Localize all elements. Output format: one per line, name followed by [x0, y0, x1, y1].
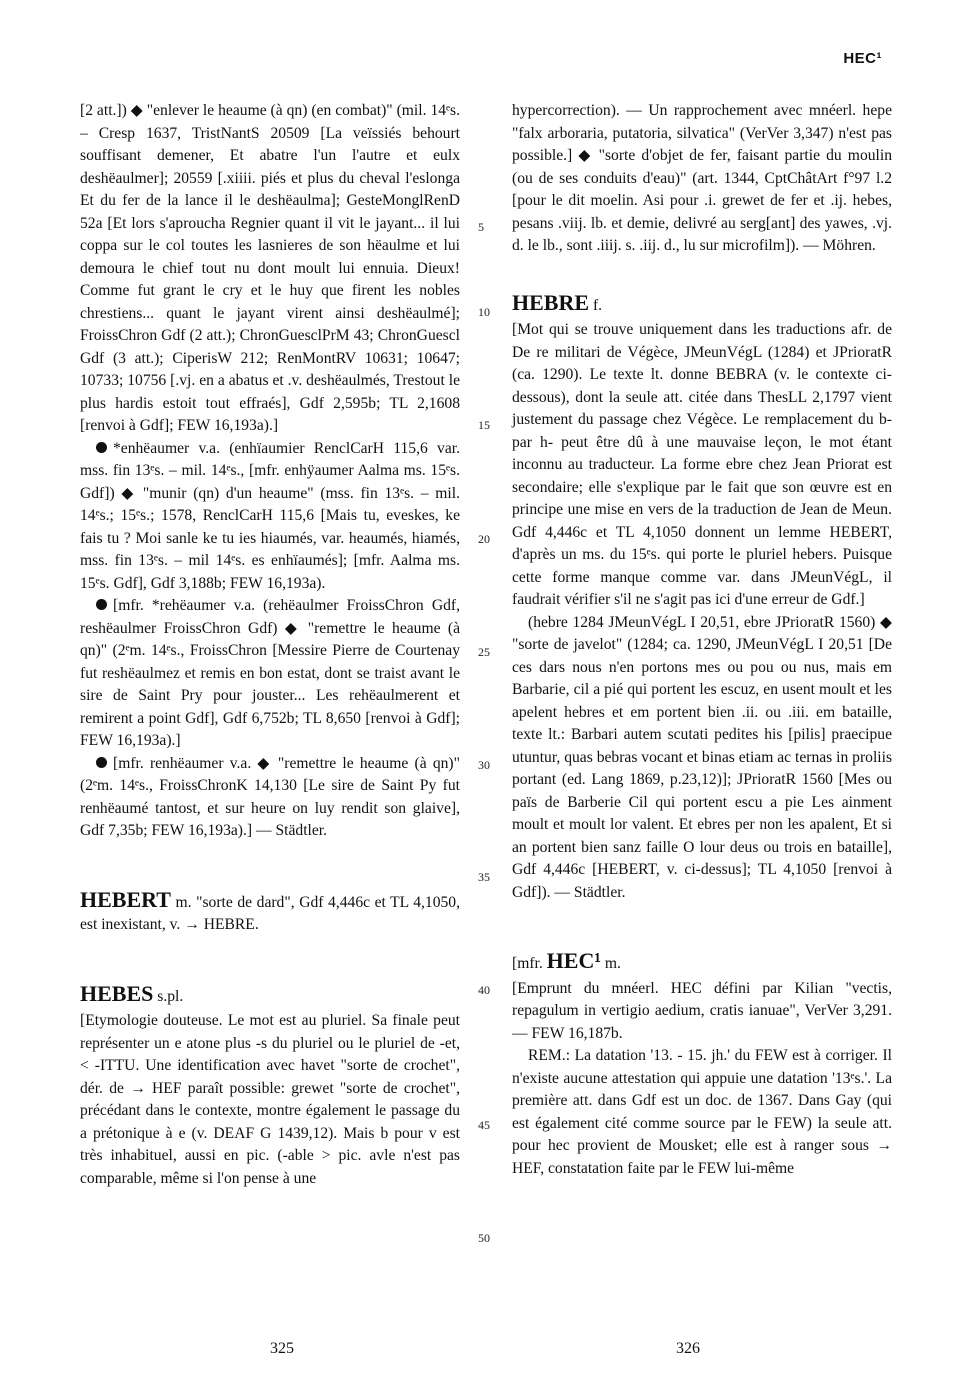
subentry-renheaumer: [mfr. renhëaumer v.a. ◆ "remettre le heaume (à qn)" (2ᵉm. 14ᵉs., FroissChronK 14,130 [Le sire de Saint Py fut renhëaumé tantost, et sur heure on luy rendit son glaive], Gdf 7,35b; FEW 16,193a).] — Städtler.: [80, 754, 460, 839]
left-column: [80, 100, 460, 1190]
paragraph: [2 att.]) ◆ "enlever le heaume (à qn) (en combat)" (mil. 14ᵉs. – Cresp 1637, TristNantS 20509 [La veïssiés behourt souffisant demener, Et abatre l'un l'autre et eulx deshëaulmer]; 20559 [.xiiii. piés et plus du cheval l'eslonga Et du fer de la lance il le deshëaulma]; GesteMonglRenD 52a [Et lors s'aproucha Regnier quant il vit le jayant... il lui coppa sur le col toutes les lasnieres de son hëaulme et lui demoura le chief tout nu dont moult lui ennuia. Dieux! Comme fut grant le cry et le huy que firent les nobles chrestiens... quant le jayant virent ainsi deshëaulmé]; FroissChron Gdf (2 att.); ChronGuesclPrM 43; ChronGuescl Gdf (3 att.); CiperisW 212; RenMontRV 10631; 10647; 10733; 10756 [.vj. en a abatus et .v. deshëaulmés, Trestout le plus hardis estoit tout effraés], Gdf 2,595b; TL 2,1608 [renvoi à Gdf]; FEW 16,193a).]: [80, 102, 460, 434]
entry-head-hebes: [80, 980, 460, 1009]
right-column: [512, 100, 892, 1180]
entry-head-hebre: [512, 289, 892, 318]
line-number: 45: [478, 1118, 490, 1132]
line-number: 15: [478, 418, 490, 432]
entry-hebert: HEBERT m. "sorte de dard", Gdf 4,446c et TL 4,1050, est inexistant, v. → HEBRE.: [80, 886, 460, 933]
remark: REM.: La datation '13. - 15. jh.' du FEW est à corriger. Il n'existe aucune attestation qui appuie une datation '13ᵉs.'. La première att. dans Gdf est un doc. de 1367. Dans Gay (qui est également cité comme source par le FEW) la seule att. pour hec provient de Mousket; elle est à ranger sous → HEF, constatation faite par le FEW lui-même: [512, 1047, 892, 1177]
line-number: 35: [478, 870, 490, 884]
paragraph: [Emprunt du mnéerl. HEC défini par Kilian "vectis, repagulum in vertigio aedium, cratis ianuae", VerVer 3,291. — FEW 16,187b.: [512, 979, 892, 1042]
line-number: 5: [478, 220, 484, 234]
subentry-enheaumer: *enhëaumer v.a. (enhïaumier RenclCarH 115,6 var. mss. fin 13ᵉs. – mil. 14ᵉs., [mfr. enhÿaumer Aalma ms. 15ᵉs. Gdf]) ◆ "munir (qn) d'un heaume" (mss. fin 13ᵉs. – mil. 14ᵉs.; 15ᵉs.; 1578, RenclCarH 115,6 [Mais tu, eveskes, ke fais tu ? Moi sanle ke tu ies hiaumés, var. heaumés, hiamés, mss. fin 13ᵉs. – mil 14ᵉs. es enhïaumés]; [mfr. Aalma ms. 15ᵉs. Gdf], Gdf 3,188b; FEW 16,193a).: [80, 439, 460, 592]
grammar-label: f.: [592, 296, 603, 314]
subentry-reheaumer: [mfr. *rehëaumer v.a. (rehëaulmer FroissChron Gdf, reshëaulmer FroissChron Gdf) ◆ "remettre le heaume (à qn)" (2ᵉm. 14ᵉs., FroissChron [Messire Pierre de Courtenay fut reshëaulmez et remis en bon estat, dont se traist avant le sire de Saint Pry pour jouster... Les rehëaulmerent et remirent a point Gdf], Gdf 6,752b; TL 8,650 [renvoi à Gdf]; FEW 16,193a).]: [80, 597, 460, 749]
line-number: 50: [478, 1231, 490, 1245]
line-number: 40: [478, 983, 490, 997]
line-number: 25: [478, 645, 490, 659]
running-head: HEC¹: [843, 50, 882, 67]
entry-head-hec: [512, 950, 892, 976]
paragraph: [Etymologie douteuse. Le mot est au pluriel. Sa finale peut représenter un e atone plus -s du pluriel ou le pluriel de -et, < -ITTU. Une identification avec havet "sorte de crochet", dér. de → HEF paraît possible: grewet "sorte de crochet", précédant dans le contexte, montre également le passage du a prétonique à e (v. DEAF G 1439,12). Mais b pour v est très inhabituel, aussi en pic. (-able > pic. avle n'est pas comparable, même si l'on pense à une: [80, 1012, 460, 1187]
lemma-hebes: HEBES: [80, 980, 154, 1006]
line-number: 20: [478, 532, 490, 546]
paragraph: [Mot qui se trouve uniquement dans les traductions afr. de De re militari de Végèce, JMeunVégL (1284) et JPrioratR (ca. 1290). Le texte lt. donne BEBRA (v. le contexte ci-dessous), dont la seule att. citée dans ThesLL 2,1797 vient justement du passage chez Végèce. Le remplacement du b- par h- peut être dû à une mauvaise leçon, le mot étant inconnu au traducteur. La forme ebre chez Jean Priorat est secondaire; elle s'explique par le fait que son œuvre est en principe une mise en vers de la traduction de Jean de Meun. Gdf 4,446c et TL 4,1050 donnent un lemme HEBERT, d'après un ms. du 15ᵉs. qui porte le pluriel hebers. Puisque cette forme manque comme var. dans JMeunVégL, il faudrait vérifier s'il ne s'agit pas ici d'une erreur de Gdf.]: [512, 321, 892, 608]
line-number: 30: [478, 758, 490, 772]
grammar-label: m.: [604, 955, 621, 972]
page-number-right: 326: [676, 1340, 700, 1357]
line-number: 10: [478, 305, 490, 319]
page-number-left: 325: [270, 1340, 294, 1357]
paragraph: (hebre 1284 JMeunVégL I 20,51, ebre JPrioratR 1560) ◆ "sorte de javelot" (1284; ca. 1290, JMeunVégL I 20,51 [De ces dars nous n'en portons mes ou pou ou nus, mais em Barbarie, cil a pié qui portent les escuz, en usent moult et les apelent hebres et em portent bien .ii. ou .iii. em bataille, texte lt.: Barbari autem scutati pedites his [pilis] praecipue utuntur, quas bebras vocant et binas etiam ac ternas in proliis portant (ed. Lang 1869, p.23,12)]; JPrioratR 1560 [Mes ou païs de Barberie Cil qui portent escu a pie Les ainment moult et moult lor valent. Et ebres per non les apalent, Et si an portent bien sanz faille O lour deus ou trois en bataille], Gdf 4,446c [HEBERT, v. ci-dessus]; TL 4,1050 [renvoi à Gdf]). — Städtler.: [512, 613, 893, 901]
grammar-label: s.pl.: [157, 987, 184, 1005]
lemma-hec: HEC¹: [546, 948, 601, 973]
bullet-icon: [96, 757, 107, 768]
lemma-hebre: HEBRE: [512, 289, 590, 315]
bullet-icon: [96, 599, 107, 610]
language-label: [mfr.: [512, 955, 543, 972]
bullet-icon: [96, 442, 107, 453]
paragraph: hypercorrection). — Un rapprochement avec mnéerl. hepe "falx arboraria, putatoria, silvatica" (VerVer 3,347) n'est pas possible.] ◆ "sorte d'objet de fer, faisant partie du moulin (ou de ses conduits d'eau)" (art. 1344, CptChâtArt f°97 l.2 [pour le dit moelin. Asi pour .i. grewet de fer et .ij. hebes, pesans .viij. lb. et demie, delivré au serg[ant] des yawes, .vj. d. le lb., sont .iiij. s. .iij. d., lu sur microfilm]). — Möhren.: [512, 102, 892, 254]
lemma-hebert: HEBERT: [80, 886, 171, 912]
